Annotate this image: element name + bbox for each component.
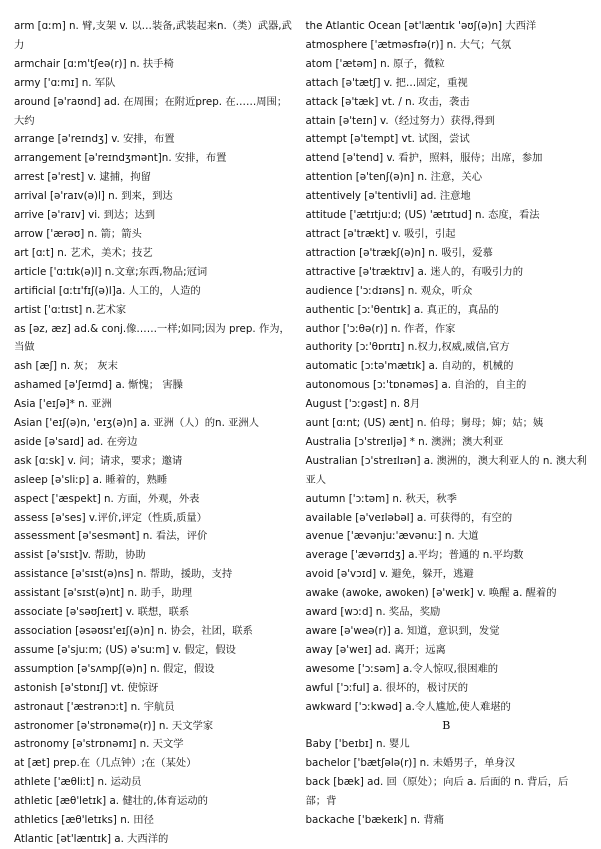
vocab-entry: attack [ə'tæk] vt. / n. 攻击，袭击 xyxy=(305,95,470,108)
vocab-entry: army ['ɑːmɪ] n. 军队 xyxy=(14,76,116,89)
vocab-entry: attach [ə'tætʃ] v. 把…固定，重视 xyxy=(305,76,468,89)
vocab-entry: audience ['ɔːdɪəns] n. 观众，听众 xyxy=(305,284,473,297)
vocab-entry: award [wɔːd] n. 奖品，奖励 xyxy=(305,606,441,619)
vocab-entry: arrange [ə'reɪndʒ] v. 安排，布置 xyxy=(14,133,175,146)
vocab-entry: aspect ['æspekt] n. 方面，外观，外表 xyxy=(14,492,200,505)
vocab-entry: arrival [ə'raɪv(ə)l] n. 到来，到达 xyxy=(14,190,173,203)
vocab-entry: back [bæk] ad. 回（原处）；向后 a. 后面的 n. 背后，后部；背 xyxy=(305,776,569,808)
vocab-entry: Baby ['beɪbɪ] n. 婴儿 xyxy=(305,738,410,751)
vocab-entry: August ['ɔːgəst] n. 8月 xyxy=(305,398,421,411)
vocab-entry: armchair [ɑːm'tʃeə(r)] n. 扶手椅 xyxy=(14,57,174,70)
vocab-entry: around [ə'raʊnd] ad. 在周围；在附近prep. 在……周围；大约 xyxy=(14,95,288,127)
vocab-entry: at [æt] prep.在（几点钟）;在（某处） xyxy=(14,757,197,770)
vocab-entry: assist [ə'sɪst]v. 帮助，协助 xyxy=(14,549,146,562)
vocab-entry: aunt [ɑːnt; (US) ænt] n. 伯母；舅母；婶；姑；姨 xyxy=(305,417,544,430)
vocab-entry: assistant [ə'sɪst(ə)nt] n. 助手，助理 xyxy=(14,587,193,600)
vocab-entry: arrow ['ærəʊ] n. 箭；箭头 xyxy=(14,227,142,240)
vocab-entry: avoid [ə'vɔɪd] v. 避免，躲开，逃避 xyxy=(305,568,474,581)
vocab-entry: assessment [ə'sesmənt] n. 看法，评价 xyxy=(14,530,208,543)
vocab-entry: awesome ['ɔːsəm] a.令人惊叹,很困难的 xyxy=(305,662,499,675)
vocab-entry: attempt [ə'tempt] vt. 试图，尝试 xyxy=(305,133,470,146)
vocab-entry: autumn ['ɔːtəm] n. 秋天，秋季 xyxy=(305,492,457,505)
vocab-entry: astronomy [ə'strɒnəmɪ] n. 天文学 xyxy=(14,738,184,751)
vocab-entry: avenue ['ævənjuː'ævənuː] n. 大道 xyxy=(305,530,479,543)
vocab-entry: athlete ['æθliːt] n. 运动员 xyxy=(14,776,142,789)
vocab-entry: Asia ['eɪʃə]* n. 亚洲 xyxy=(14,398,112,411)
vocab-entry: ask [ɑːsk] v. 问；请求，要求；邀请 xyxy=(14,454,183,467)
vocab-entry: backache ['bækeɪk] n. 背痛 xyxy=(305,814,445,827)
vocab-entry: arrangement [ə'reɪndʒmənt]n. 安排，布置 xyxy=(14,152,227,165)
vocab-entry: attitude ['ætɪtjuːd; (US) 'ætɪtud] n. 态度，看法 xyxy=(305,209,540,222)
vocab-entry: atmosphere ['ætməsfɪə(r)] n. 大气；气氛 xyxy=(305,38,512,51)
vocab-entry: ash [æʃ] n. 灰； 灰末 xyxy=(14,360,118,373)
vocab-entry: awkward ['ɔːkwəd] a.令人尴尬,使人难堪的 xyxy=(305,700,511,713)
vocab-entry: astronomer [ə'strɒnəmə(r)] n. 天文学家 xyxy=(14,719,214,732)
vocab-entry: association [əsəʊsɪ'eɪʃ(ə)n] n. 协会，社团，联系 xyxy=(14,625,253,637)
vocab-entry: awake (awoke, awoken) [ə'weɪk] v. 唤醒 a. 醒着的 xyxy=(305,587,557,600)
vocab-entry: attractive [ə'træktɪv] a. 迷人的，有吸引力的 xyxy=(305,265,523,278)
vocab-entry: assess [ə'ses] v.评价,评定（性质,质量） xyxy=(14,511,207,524)
vocab-entry: attract [ə'trækt] v. 吸引，引起 xyxy=(305,227,456,240)
vocab-entry: article ['ɑːtɪk(ə)l] n.文章;东西,物品;冠词 xyxy=(14,265,208,278)
vocab-entry: attentively [ə'tentivli] ad. 注意地 xyxy=(305,190,471,203)
right-column xyxy=(305,17,588,827)
vocab-entry: Australia [ɔ'streɪljə] * n. 澳洲；澳大利亚 xyxy=(305,435,504,448)
vocab-entry: artist ['ɑːtɪst] n.艺术家 xyxy=(14,303,127,316)
vocab-entry: awful ['ɔːful] a. 很坏的，极讨厌的 xyxy=(305,681,469,694)
vocab-entry: Atlantic [ət'læntɪk] a. 大西洋的 xyxy=(14,832,169,845)
vocab-entry: assistance [ə'sɪst(ə)ns] n. 帮助，援助，支持 xyxy=(14,568,233,581)
vocab-entry: attain [ə'teɪn] v.（经过努力）获得,得到 xyxy=(305,114,495,127)
vocab-entry: Asian ['eɪʃ(ə)n, 'eɪʒ(ə)n] a. 亚洲（人）的n. 亚洲人 xyxy=(14,417,260,430)
vocab-entry: atom ['ætəm] n. 原子，微粒 xyxy=(305,57,445,70)
vocab-entry: astonish [ə'stɒnɪʃ] vt. 使惊讶 xyxy=(14,681,159,694)
vocab-entry: arrest [ə'rest] v. 逮捕，拘留 xyxy=(14,171,151,184)
vocab-entry: attention [ə'tenʃ(ə)n] n. 注意，关心 xyxy=(305,171,483,184)
vocab-entry: art [ɑːt] n. 艺术，美术；技艺 xyxy=(14,246,153,259)
vocab-entry: athletic [æθ'letɪk] a. 健壮的,体育运动的 xyxy=(14,795,208,808)
vocab-entry: asleep [ə'sliːp] a. 睡着的，熟睡 xyxy=(14,473,168,486)
vocab-entry: ashamed [ə'ʃeɪmd] a. 惭愧； 害臊 xyxy=(14,379,183,392)
vocab-entry: author ['ɔːθə(r)] n. 作者，作家 xyxy=(305,322,456,335)
vocab-entry: available [ə'veɪləbəl] a. 可获得的，有空的 xyxy=(305,511,513,524)
vocab-entry: as [əz, æz] ad.& conj.像……一样;如同;因为 prep. 作为，当做 xyxy=(14,322,290,354)
vocab-entry: average ['ævərɪdʒ] a.平均；普通的 n.平均数 xyxy=(305,549,524,562)
vocab-entry: associate [ə'səʊʃɪeɪt] v. 联想，联系 xyxy=(14,606,190,619)
vocab-entry: aside [ə'saɪd] ad. 在旁边 xyxy=(14,435,138,448)
vocab-entry: bachelor ['bætʃələ(r)] n. 未婚男子，单身汉 xyxy=(305,757,516,770)
vocab-entry: Australian [ɔ'streɪlɪən] a. 澳洲的，澳大利亚人的 n. 澳大利亚人 xyxy=(305,454,587,486)
vocab-entry: artificial [ɑːtɪ'fɪʃ(ə)l]a. 人工的，人造的 xyxy=(14,284,201,297)
vocab-entry: authority [ɔː'θɒrɪtɪ] n.权力,权威,威信,官方 xyxy=(305,341,510,354)
vocab-entry: arrive [ə'raɪv] vi. 到达；达到 xyxy=(14,209,156,222)
vocab-entry: attend [ə'tend] v. 看护，照料，服侍；出席，参加 xyxy=(305,152,543,165)
vocab-entry: assume [ə'sjuːm; (US) ə'suːm] v. 假定，假设 xyxy=(14,643,236,656)
section-letter: B xyxy=(442,718,451,732)
vocab-entry: autonomous [ɔː'tɒnəməs] a. 自治的，自主的 xyxy=(305,379,527,392)
vocab-entry: automatic [ɔːtə'mætɪk] a. 自动的，机械的 xyxy=(305,360,514,373)
vocab-entry: athletics [æθ'letɪks] n. 田径 xyxy=(14,814,154,827)
vocab-entry: attraction [ə'trækʃ(ə)n] n. 吸引，爱慕 xyxy=(305,246,493,259)
vocab-entry: the Atlantic Ocean [ət'læntɪk 'əʊʃ(ə)n] 大西洋 xyxy=(305,20,537,32)
vocab-entry: authentic [ɔː'θentɪk] a. 真正的，真品的 xyxy=(305,303,499,316)
vocab-entry: astronaut ['æstrənɔːt] n. 宇航员 xyxy=(14,700,175,713)
vocab-entry: away [ə'weɪ] ad. 离开；远离 xyxy=(305,643,446,656)
vocab-entry: aware [ə'weə(r)] a. 知道，意识到，发觉 xyxy=(305,625,500,637)
vocab-entry: assumption [ə'sʌmpʃ(ə)n] n. 假定，假设 xyxy=(14,662,215,675)
left-column xyxy=(14,17,296,845)
vocab-entry: arm [ɑːm] n. 臂,支架 v. 以…装备,武装起来n.（类）武器,武力 xyxy=(14,20,292,51)
